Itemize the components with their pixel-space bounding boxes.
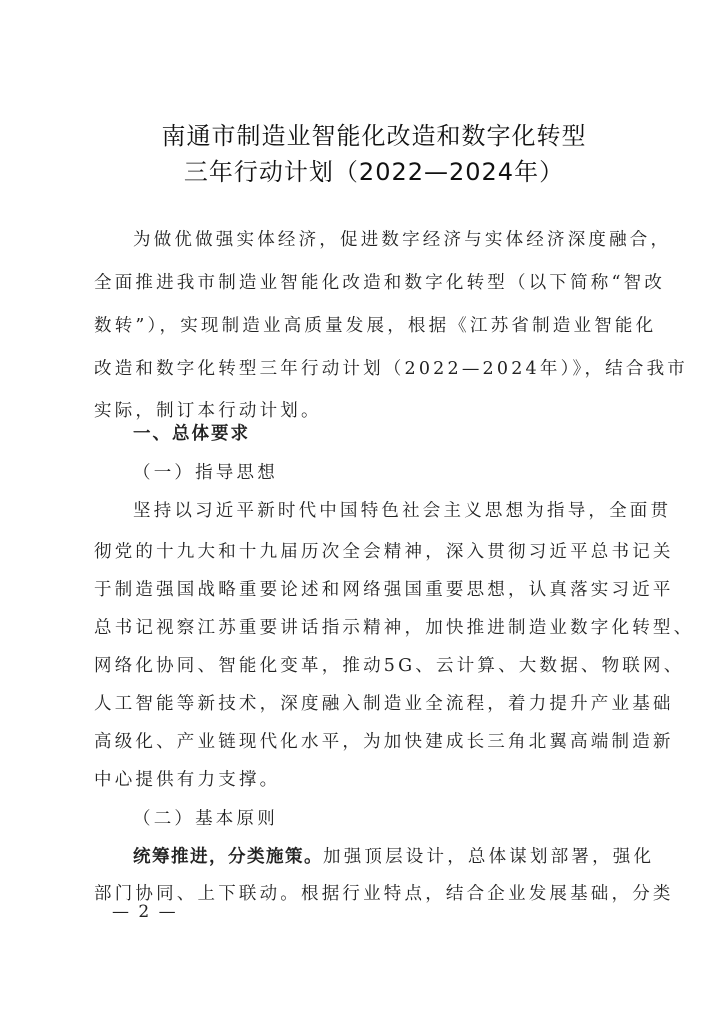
guiding-line-8: 中心提供有力支撑。 (94, 770, 281, 790)
guiding-line-4: 总书记视察江苏重要讲话指示精神，加快推进制造业数字化转型、 (94, 618, 695, 638)
subsection-heading-basic-principles: （二）基本原则 (133, 809, 278, 829)
intro-line-3: 数转”），实现制造业高质量发展，根据《江苏省制造业智能化 (94, 316, 657, 336)
intro-line-2: 全面推进我市制造业智能化改造和数字化转型（以下简称“智改 (94, 273, 666, 293)
principle-1-line-1 (133, 843, 673, 871)
principle-1-text: 加强顶层设计，总体谋划部署，强化 (323, 847, 655, 867)
guiding-line-6: 人工智能等新技术，深度融入制造业全流程，着力提升产业基础 (94, 694, 674, 714)
guiding-line-7: 高级化、产业链现代化水平，为加快建成长三角北翼高端制造新 (94, 732, 674, 752)
intro-line-1: 为做优做强实体经济，促进数字经济与实体经济深度融合， (133, 230, 672, 250)
intro-line-5: 实际，制订本行动计划。 (94, 401, 322, 421)
guiding-line-5: 网络化协同、智能化变革，推动5G、云计算、大数据、物联网、 (94, 656, 685, 676)
document-title-line-1: 南通市制造业智能化改造和数字化转型 (161, 122, 587, 150)
guiding-line-1: 坚持以习近平新时代中国特色社会主义思想为指导，全面贯 (133, 501, 672, 521)
principle-1-title: 统筹推进，分类施策。 (133, 847, 323, 867)
section-heading-general-requirements: 一、总体要求 (133, 424, 250, 444)
document-title-line-2: 三年行动计划（2022—2024年） (183, 158, 565, 186)
guiding-line-2: 彻党的十九大和十九届历次全会精神，深入贯彻习近平总书记关 (94, 542, 674, 562)
guiding-line-3: 于制造强国战略重要论述和网络强国重要思想，认真落实习近平 (94, 580, 674, 600)
subsection-heading-guiding-thought: （一）指导思想 (133, 463, 278, 483)
principle-1-line-2: 部门协同、上下联动。根据行业特点，结合企业发展基础，分类 (94, 884, 674, 904)
intro-line-4: 改造和数字化转型三年行动计划（2022—2024年）》，结合我市 (94, 359, 688, 379)
page-number: — 2 — (112, 902, 178, 922)
